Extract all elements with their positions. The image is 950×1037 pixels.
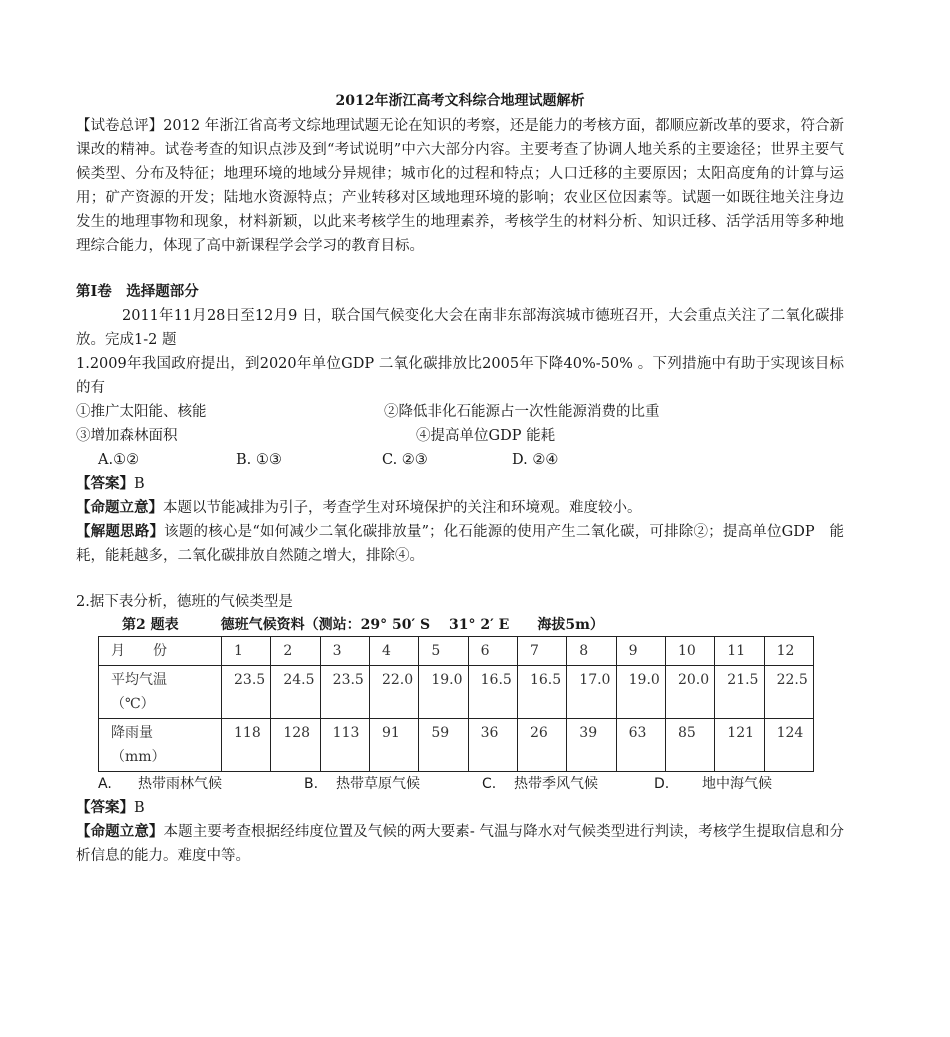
q2-intent — [76, 820, 844, 868]
q2-choice-d: 地中海气候 — [702, 776, 772, 792]
table-cell: 59 — [419, 719, 468, 772]
q1-intent-label: 【命题立意】 — [76, 499, 163, 516]
rain-unit: （mm） — [111, 749, 166, 765]
temp-label: 平均气温 — [111, 672, 167, 688]
q2-choices — [76, 772, 844, 796]
table-cell: 7 — [517, 637, 566, 666]
q1-choice-b: B. ①③ — [236, 452, 282, 468]
q1-choice-c: C. ②③ — [382, 452, 428, 468]
table-cell: 91 — [369, 719, 418, 772]
q1-choice-a: A.①② — [98, 452, 140, 468]
table-cell: 12 — [764, 637, 813, 666]
table-cell: 19.0 — [616, 666, 665, 719]
q2-table-caption: 第2 题表 德班气候资料（测站：29° 50′ S 31° 2′ E 海拔5m） — [122, 617, 604, 633]
table-cell: 121 — [715, 719, 764, 772]
q2-choice-a: 热带雨林气候 — [138, 776, 222, 792]
section-title: 第Ⅰ卷 选择题部分 — [76, 283, 199, 300]
table-cell: 39 — [567, 719, 616, 772]
q2-choice-b: 热带草原气候 — [336, 776, 420, 792]
q2-answer-label: 【答案】 — [76, 799, 134, 816]
table-header-rainfall — [99, 719, 222, 772]
temp-unit: （℃） — [111, 696, 155, 712]
q2-stem: 2.据下表分析，德班的气候类型是 — [76, 594, 293, 610]
table-cell: 21.5 — [715, 666, 764, 719]
table-cell: 22.0 — [369, 666, 418, 719]
q1-approach-label: 【解题思路】 — [76, 523, 165, 540]
table-cell: 10 — [665, 637, 714, 666]
table-cell: 113 — [320, 719, 369, 772]
table-cell: 11 — [715, 637, 764, 666]
review-label: 【试卷总评】 — [76, 118, 164, 134]
table-row-rainfall — [99, 719, 814, 772]
q1-options-row-1 — [76, 400, 844, 424]
q1-option-3: ③增加森林面积 — [76, 428, 178, 444]
review-paragraph — [76, 114, 844, 258]
table-cell: 20.0 — [665, 666, 714, 719]
q2-answer-value: B — [134, 800, 145, 816]
q1-answer — [76, 472, 844, 496]
table-cell: 4 — [369, 637, 418, 666]
table-cell: 118 — [222, 719, 271, 772]
q2-choice-c-key: C. — [482, 776, 497, 792]
document-title: 2012年浙江高考文科综合地理试题解析 — [335, 93, 585, 109]
table-cell: 19.0 — [419, 666, 468, 719]
table-cell: 24.5 — [271, 666, 320, 719]
q2-choice-d-key: D. — [654, 776, 670, 792]
q1-approach — [76, 520, 844, 568]
table-row-month — [99, 637, 814, 666]
q2-answer — [76, 796, 844, 820]
table-cell: 23.5 — [222, 666, 271, 719]
q1-intent — [76, 496, 844, 520]
q1-option-1: ①推广太阳能、核能 — [76, 404, 207, 420]
table-header-temperature — [99, 666, 222, 719]
q1-stem: 1.2009年我国政府提出，到2020年单位GDP 二氧化碳排放比2005年下降40%-50% 。下列措施中有助于实现该目标的有 — [76, 356, 844, 396]
intro-paragraph: 2011年11月28日至12月9 日，联合国气候变化大会在南非东部海滨城市德班召开，大会重点关注了二氧化碳排放。完成1-2 题 — [76, 308, 844, 348]
review-text: 2012 年浙江省高考文综地理试题无论在知识的考察，还是能力的考核方面，都顺应新改革的要求，符合新课改的精神。试卷考查的知识点涉及到“考试说明”中六大部分内容。主要考查了协调人地关系的主要途径；世界主要气候类型、分布及特征；地理环境的地域分异规律；城市化的过程和特点；人口迁移的主要原因；太阳高度角的计算与运用；矿产资源的开发；陆地水资源特点；产业转移对区域地理环境的影响；农业区位因素等。试题一如既往地关注身边发生的地理事物和现象，材料新颖，以此来考核学生的地理素养，考核学生的材料分析、知识迁移、活学活用等多种地理综合能力，体现了高中新课程学会学习的教育目标。 — [76, 118, 845, 254]
q2-choice-c: 热带季风气候 — [514, 776, 598, 792]
table-cell: 3 — [320, 637, 369, 666]
q2-intent-label: 【命题立意】 — [76, 823, 164, 840]
table-cell: 36 — [468, 719, 517, 772]
table-cell: 5 — [419, 637, 468, 666]
table-cell: 6 — [468, 637, 517, 666]
table-header-month: 月 份 — [99, 637, 222, 666]
table-cell: 1 — [222, 637, 271, 666]
table-cell: 85 — [665, 719, 714, 772]
q2-choice-a-key: A. — [98, 776, 112, 792]
q2-intent-text: 本题主要考查根据经纬度位置及气候的两大要素- 气温与降水对气候类型进行判读，考核学生提取信息和分析信息的能力。难度中等。 — [76, 824, 845, 864]
q1-answer-value: B — [134, 476, 145, 492]
table-cell: 16.5 — [517, 666, 566, 719]
q1-intent-text: 本题以节能减排为引子，考查学生对环境保护的关注和环境观。难度较小。 — [163, 500, 642, 516]
table-row-temperature — [99, 666, 814, 719]
q1-answer-label: 【答案】 — [76, 475, 134, 492]
q1-option-4: ④提高单位GDP 能耗 — [416, 428, 556, 444]
q1-option-2: ②降低非化石能源占一次性能源消费的比重 — [384, 404, 660, 420]
table-cell: 16.5 — [468, 666, 517, 719]
rain-label: 降雨量 — [111, 725, 153, 741]
table-cell: 8 — [567, 637, 616, 666]
table-cell: 22.5 — [764, 666, 813, 719]
q1-choices — [76, 448, 844, 472]
table-cell: 124 — [764, 719, 813, 772]
table-cell: 17.0 — [567, 666, 616, 719]
q1-approach-text: 该题的核心是“如何减少二氧化碳排放量”；化石能源的使用产生二氧化碳，可排除②；提高单位GDP 能耗，能耗越多，二氧化碳排放自然随之增大，排除④。 — [76, 524, 844, 564]
table-cell: 2 — [271, 637, 320, 666]
table-cell: 26 — [517, 719, 566, 772]
q1-choice-d: D. ②④ — [512, 452, 559, 468]
climate-table — [98, 636, 814, 772]
table-cell: 23.5 — [320, 666, 369, 719]
document-page — [76, 90, 844, 868]
q2-choice-b-key: B. — [304, 776, 319, 792]
table-cell: 63 — [616, 719, 665, 772]
table-cell: 9 — [616, 637, 665, 666]
table-cell: 128 — [271, 719, 320, 772]
q1-options-row-2 — [76, 424, 844, 448]
